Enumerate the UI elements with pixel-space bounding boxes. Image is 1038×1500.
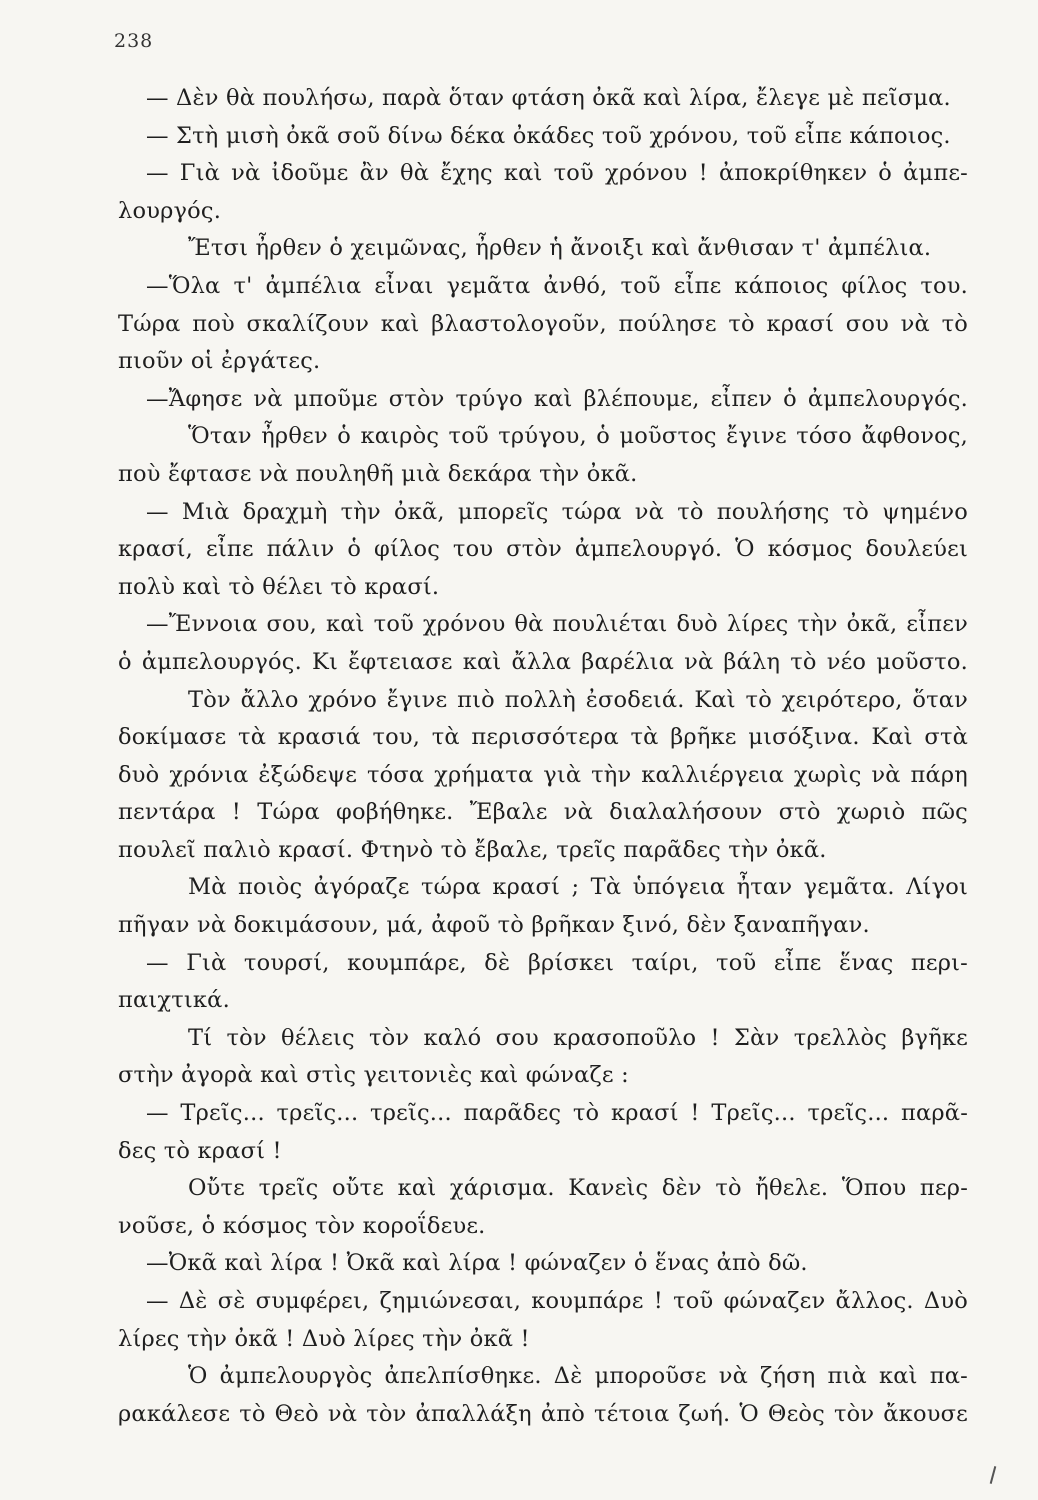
text-line: πῆγαν νὰ δοκιμάσουν, μά, ἀφοῦ τὸ βρῆκαν ξινό, δὲν ξαναπῆγαν. xyxy=(118,912,870,939)
text-line: Τώρα ποὺ σκαλίζουν καὶ βλαστολογοῦν, πούλησε τὸ κρασί σου νὰ τὸ xyxy=(118,310,968,337)
text-line: δυὸ χρόνια ἐξώδεψε τόσα χρήματα γιὰ τὴν καλλιέργεια χωρὶς νὰ πάρη xyxy=(118,761,968,788)
text-line: —Ἄφησε νὰ μποῦμε στὸν τρύγο καὶ βλέπουμε, εἶπεν ὁ ἀμπελουργός. xyxy=(146,385,968,412)
text-line: στὴν ἀγορὰ καὶ στὶς γειτονιὲς καὶ φώναζε : xyxy=(118,1062,629,1089)
text-line: — Μιὰ δραχμὴ τὴν ὀκᾶ, μπορεῖς τώρα νὰ τὸ πουλήσης τὸ ψημένο xyxy=(146,498,968,525)
text-line: — Τρεῖς... τρεῖς... τρεῖς... παρᾶδες τὸ κρασί ! Τρεῖς... τρεῖς... παρᾶ- xyxy=(146,1100,968,1127)
text-line: Μὰ ποιὸς ἀγόραζε τώρα κρασί ; Τὰ ὑπόγεια ἦταν γεμᾶτα. Λίγοι xyxy=(188,874,968,901)
text-line: πεντάρα ! Τώρα φοβήθηκε. Ἔβαλε νὰ διαλαλήσουν στὸ χωριὸ πῶς xyxy=(118,799,968,826)
text-line: ποὺ ἔφτασε νὰ πουληθῆ μιὰ δεκάρα τὴν ὀκᾶ. xyxy=(118,460,638,487)
text-line: —Ὀκᾶ καὶ λίρα ! Ὀκᾶ καὶ λίρα ! φώναζεν ὁ ἕνας ἀπὸ δῶ. xyxy=(146,1250,808,1277)
page-number: 238 xyxy=(114,30,154,52)
text-line: πολὺ καὶ τὸ θέλει τὸ κρασί. xyxy=(118,573,440,600)
text-line: — Γιὰ τουρσί, κουμπάρε, δὲ βρίσκει ταίρι, τοῦ εἶπε ἕνας περι- xyxy=(146,949,968,976)
text-line: — Δὲ σὲ συμφέρει, ζημιώνεσαι, κουμπάρε ! τοῦ φώναζεν ἄλλος. Δυὸ xyxy=(146,1288,968,1314)
text-line: Ἔτσι ἦρθεν ὁ χειμῶνας, ἦρθεν ἡ ἄνοιξι καὶ ἄνθισαν τ' ἀμπέλια. xyxy=(188,235,932,262)
text-line: κρασί, εἶπε πάλιν ὁ φίλος του στὸν ἀμπελουργό. Ὁ κόσμος δουλεύει xyxy=(118,536,968,563)
text-line: Ὁ ἀμπελουργὸς ἀπελπίσθηκε. Δὲ μποροῦσε νὰ ζήση πιὰ καὶ πα- xyxy=(188,1363,968,1390)
text-line: Οὔτε τρεῖς οὔτε καὶ χάρισμα. Κανεὶς δὲν τὸ ἤθελε. Ὅπου περ- xyxy=(188,1175,968,1202)
text-line: Τὸν ἄλλο χρόνο ἔγινε πιὸ πολλὴ ἐσοδειά. Καὶ τὸ χειρότερο, ὅταν xyxy=(188,686,968,713)
text-line: —Ἔννοια σου, καὶ τοῦ χρόνου θὰ πουλιέται δυὸ λίρες τὴν ὀκᾶ, εἶπεν xyxy=(146,611,968,638)
text-line: λίρες τὴν ὀκᾶ ! Δυὸ λίρες τὴν ὀκᾶ ! xyxy=(118,1325,530,1352)
text-line: δοκίμασε τὰ κρασιά του, τὰ περισσότερα τὰ βρῆκε μισόξινα. Καὶ στὰ xyxy=(118,724,968,751)
text-line: —Ὅλα τ' ἀμπέλια εἶναι γεμᾶτα ἀνθό, τοῦ εἶπε κάποιος φίλος του. xyxy=(146,272,968,299)
text-line: νοῦσε, ὁ κόσμος τὸν κοροΐδευε. xyxy=(118,1212,486,1239)
text-line: παιχτικά. xyxy=(118,987,230,1014)
text-line: πουλεῖ παλιὸ κρασί. Φτηνὸ τὸ ἔβαλε, τρεῖς παρᾶδες τὴν ὀκᾶ. xyxy=(118,836,827,863)
text-line: πιοῦν οἱ ἐργάτες. xyxy=(118,348,321,375)
margin-mark xyxy=(990,1466,997,1484)
text-line: Τί τὸν θέλεις τὸν καλό σου κρασοποῦλο ! Σὰν τρελλὸς βγῆκε xyxy=(188,1024,968,1051)
body-text xyxy=(118,80,968,1433)
text-line: ρακάλεσε τὸ Θεὸ νὰ τὸν ἀπαλλάξη ἀπὸ τέτοια ζωή. Ὁ Θεὸς τὸν ἄκουσε xyxy=(118,1400,968,1427)
text-line: ὁ ἀμπελουργός. Κι ἔφτειασε καὶ ἄλλα βαρέλια νὰ βάλη τὸ νέο μοῦστο. xyxy=(118,648,968,675)
text-line: — Δὲν θὰ πουλήσω, παρὰ ὅταν φτάση ὀκᾶ καὶ λίρα, ἔλεγε μὲ πεῖσμα. xyxy=(146,85,951,111)
text-line: Ὅταν ἦρθεν ὁ καιρὸς τοῦ τρύγου, ὁ μοῦστος ἔγινε τόσο ἄφθονος, xyxy=(188,423,968,450)
text-line: λουργός. xyxy=(118,197,222,224)
text-line: — Γιὰ νὰ ἰδοῦμε ἂν θὰ ἔχης καὶ τοῦ χρόνου ! ἀποκρίθηκεν ὁ ἀμπε- xyxy=(146,160,968,187)
text-line: δες τὸ κρασί ! xyxy=(118,1137,282,1164)
text-line: — Στὴ μισὴ ὀκᾶ σοῦ δίνω δέκα ὀκάδες τοῦ χρόνου, τοῦ εἶπε κάποιος. xyxy=(146,122,951,149)
